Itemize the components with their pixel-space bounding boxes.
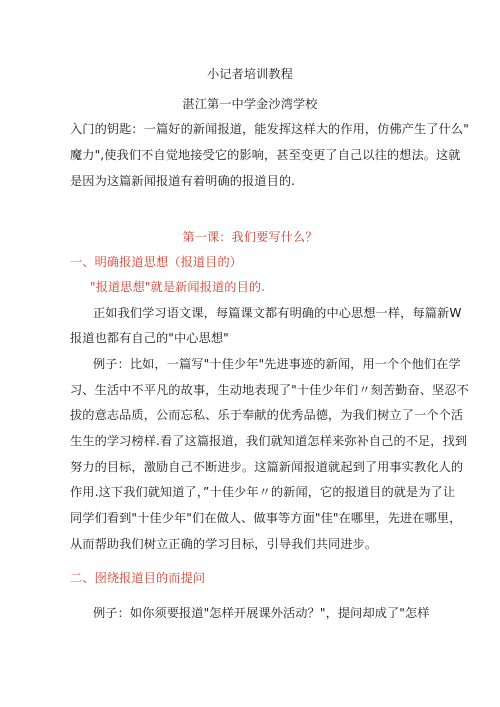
intro-line: 是因为这篇新闻报道有着明确的报道目的.	[70, 174, 296, 188]
paragraph-line: 同学们看到"十佳少年"们在做人、做事等方面"佳"在哪里，先进在哪里，	[70, 511, 462, 525]
lesson-title: 第一课：我们要写什么？	[182, 230, 318, 244]
paragraph-line: 生生的学习榜样.看了这篇报道，我们就知道怎样来弥补自己的不足，找到	[70, 434, 468, 448]
paragraph-line: 报道也都有自己的"中心思想"	[70, 331, 229, 345]
paragraph-line: 作用.这下我们就知道了，”十佳少年〃的新闻，它的报道目的就是为了让	[70, 485, 456, 499]
paragraph-line: 从而帮助我们树立正确的学习目标，引导我们共同进步。	[70, 537, 378, 551]
section-2-heading: 二、囹绕报道目的而提问	[70, 571, 206, 585]
section-1-subheading: "报道思想"就是新闻报道的目的.	[90, 280, 266, 294]
intro-line: 魔力",使我们不自觉地接受它的影响，甚至变更了自己以往的想法。这就	[70, 148, 461, 162]
intro-line: 入门的钥匙：一篇好的新闻报道，能发挥这样大的作用，仿佛产生了什么"	[70, 122, 469, 136]
document-title: 小记者培训教程	[206, 67, 293, 81]
paragraph-line: 例子：如你须要报道"怎样开展课外活动？"，提问却成了"怎样	[93, 606, 430, 620]
paragraph-line: 习、生活中不平凡的故事，生动地表现了"十佳少年们〃刻苦勤奋、坚忍不	[70, 383, 469, 397]
paragraph-line: 例子：比如，一篇写"十佳少年"先进事迹的新闻，用一个个他们在学	[93, 357, 461, 371]
paragraph-line: 正如我们学习语文课，每篇课文都有明确的中心思想一样，每篇新W	[93, 306, 462, 320]
paragraph-line: 努力的目标，激励自己不断进步。这篇新闻报道就起到了用事实教化人的	[70, 460, 464, 474]
section-1-heading: 一、明确报道思想（报道目的）	[70, 255, 243, 269]
school-name: 湛江第一中学金沙湾学校	[182, 97, 318, 111]
paragraph-line: 拔的意志品质，公而忘私、乐于奉献的优秀品德，为我们树立了一个个活	[70, 408, 464, 422]
